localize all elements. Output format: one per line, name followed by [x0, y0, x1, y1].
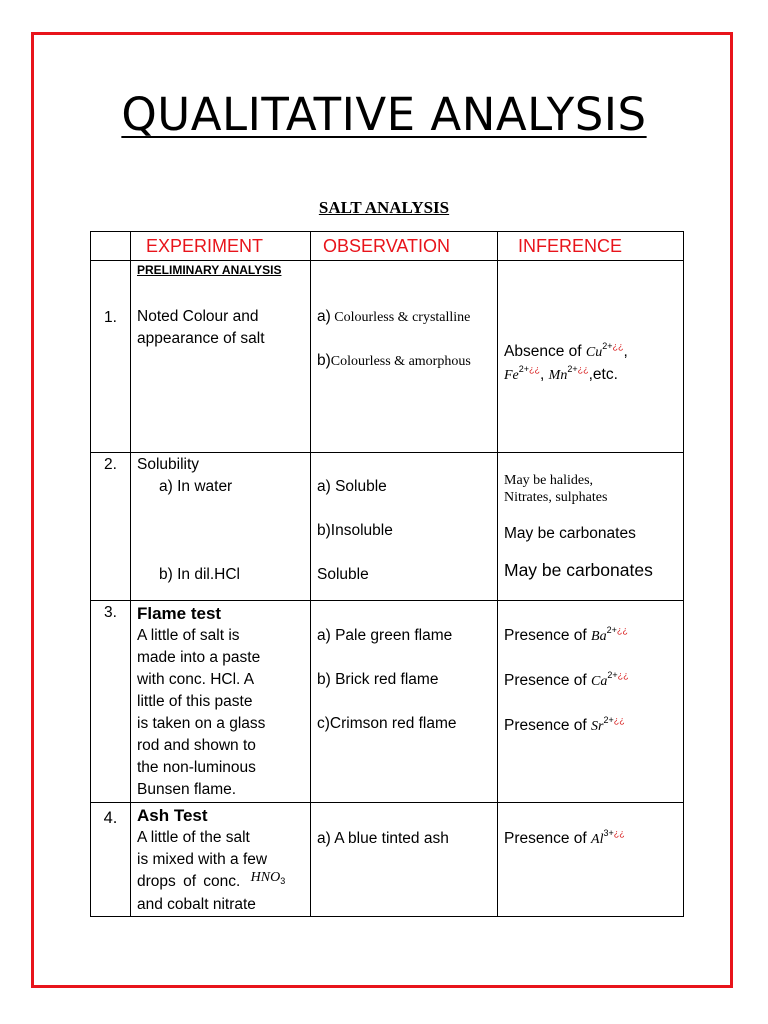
observation-line: b)Insoluble — [317, 522, 393, 539]
ion-formula: Mn — [548, 368, 568, 383]
row-number-text: 3. — [104, 604, 117, 621]
separator: , — [623, 343, 628, 360]
observation-prefix: b) — [317, 352, 331, 369]
ion-formula: Al — [591, 832, 604, 847]
inference-text: Presence of — [504, 830, 592, 847]
inference-line — [504, 715, 677, 738]
inference-line: May be carbonates — [504, 525, 636, 542]
charge: 2+ — [567, 364, 578, 374]
observation-cell — [311, 803, 498, 917]
ion-charge — [603, 715, 624, 725]
experiment-line: a) In water — [159, 478, 233, 495]
table-row — [91, 601, 684, 803]
inference-text: Presence of — [504, 717, 592, 734]
inference-text: Presence of — [504, 627, 592, 644]
row-number-text: 1. — [104, 309, 117, 326]
experiment-cell — [131, 261, 311, 453]
test-heading: Ash Test — [137, 806, 208, 825]
ion-formula: Ba — [591, 629, 607, 644]
formula-subscript: 3 — [280, 876, 286, 886]
page-title: QUALITATIVE ANALYSIS — [121, 88, 647, 141]
render-glyph: ¿¿ — [616, 625, 628, 635]
experiment-line — [137, 871, 304, 894]
observation-line: a) A blue tinted ash — [317, 830, 449, 847]
row-number-text: 4. — [103, 809, 118, 827]
experiment-line: b) In dil.HCl — [159, 566, 240, 583]
formula-base: HNO — [250, 870, 281, 885]
observation-text: Colourless & amorphous — [330, 354, 471, 369]
header-number — [91, 232, 131, 261]
separator: , — [540, 366, 545, 383]
row-number — [91, 261, 131, 453]
ion-formula: Sr — [591, 719, 604, 734]
ion-formula: Ca — [591, 674, 608, 689]
charge: 2+ — [603, 715, 614, 725]
observation-cell — [311, 261, 498, 453]
ion-formula: Cu — [585, 345, 603, 360]
row-number-text: 2. — [104, 456, 117, 473]
inference-cell — [498, 601, 684, 803]
experiment-line: with conc. HCl. A — [137, 671, 255, 688]
observation-line: b) Brick red flame — [317, 671, 439, 688]
experiment-line: Solubility — [137, 456, 200, 473]
header-observation: OBSERVATION — [311, 232, 498, 261]
test-heading: Flame test — [137, 604, 222, 623]
experiment-line: rod and shown to — [137, 737, 256, 754]
charge: 3+ — [603, 828, 614, 838]
experiment-cell — [131, 803, 311, 917]
experiment-cell — [131, 601, 311, 803]
observation-cell — [311, 453, 498, 601]
inference-text: Absence of — [504, 343, 586, 360]
table-header-row — [91, 232, 684, 261]
observation-prefix: a) — [317, 308, 331, 325]
render-glyph: ¿¿ — [613, 715, 625, 725]
experiment-line: is mixed with a few — [137, 851, 268, 868]
observation-cell — [311, 601, 498, 803]
header-inference: INFERENCE — [498, 232, 684, 261]
row-number — [91, 453, 131, 601]
inference-line — [504, 625, 677, 648]
observation-text: Colourless & crystalline — [330, 310, 471, 325]
chemical-formula — [251, 868, 286, 885]
experiment-line: A little of the salt — [137, 829, 250, 846]
inference-cell — [498, 803, 684, 917]
experiment-line: little of this paste — [137, 693, 253, 710]
inference-line — [504, 364, 677, 387]
render-glyph: ¿¿ — [617, 670, 629, 680]
ion-charge — [607, 670, 628, 680]
inference-line: May be halides, Nitrates, sulphates — [504, 473, 608, 505]
inference-line: May be carbonates — [504, 560, 653, 580]
render-glyph: ¿¿ — [612, 341, 624, 351]
inference-line — [504, 828, 677, 851]
ion-charge — [602, 341, 623, 351]
table-row — [91, 453, 684, 601]
observation-line: c)Crimson red flame — [317, 715, 457, 732]
row-number — [91, 601, 131, 803]
experiment-line: Noted Colour and — [137, 308, 259, 325]
ion-formula: Fe — [504, 368, 519, 383]
inference-cell — [498, 453, 684, 601]
observation-line — [317, 350, 491, 372]
inference-text: ,etc. — [588, 366, 618, 383]
experiment-text: drops of conc. — [137, 873, 241, 890]
table-row — [91, 803, 684, 917]
experiment-line: the non-luminous — [137, 759, 256, 776]
experiment-line: and cobalt nitrate — [137, 896, 256, 913]
inference-line — [504, 341, 677, 364]
header-experiment: EXPERIMENT — [131, 232, 311, 261]
inference-cell — [498, 261, 684, 453]
inference-text: Presence of — [504, 672, 592, 689]
ion-charge — [567, 364, 588, 374]
ion-charge — [603, 828, 624, 838]
table-row — [91, 261, 684, 453]
section-subtitle: SALT ANALYSIS — [318, 198, 450, 217]
observation-line: Soluble — [317, 566, 369, 583]
experiment-line: appearance of salt — [137, 330, 265, 347]
render-glyph: ¿¿ — [529, 364, 541, 374]
charge: 2+ — [607, 670, 618, 680]
salt-analysis-table — [90, 231, 684, 917]
experiment-line: A little of salt is — [137, 627, 240, 644]
experiment-line: made into a paste — [137, 649, 261, 666]
ion-charge — [519, 364, 540, 374]
observation-line — [317, 306, 491, 328]
inference-line — [504, 670, 677, 693]
charge: 2+ — [606, 625, 617, 635]
experiment-line: is taken on a glass — [137, 715, 266, 732]
section-heading: PRELIMINARY ANALYSIS — [137, 263, 282, 277]
render-glyph: ¿¿ — [577, 364, 589, 374]
experiment-cell — [131, 453, 311, 601]
charge: 2+ — [602, 341, 613, 351]
row-number — [91, 803, 131, 917]
ion-charge — [607, 625, 628, 635]
observation-line: a) Soluble — [317, 478, 387, 495]
experiment-line: Bunsen flame. — [137, 781, 237, 798]
observation-line: a) Pale green flame — [317, 627, 453, 644]
charge: 2+ — [518, 364, 530, 374]
render-glyph: ¿¿ — [613, 828, 625, 838]
